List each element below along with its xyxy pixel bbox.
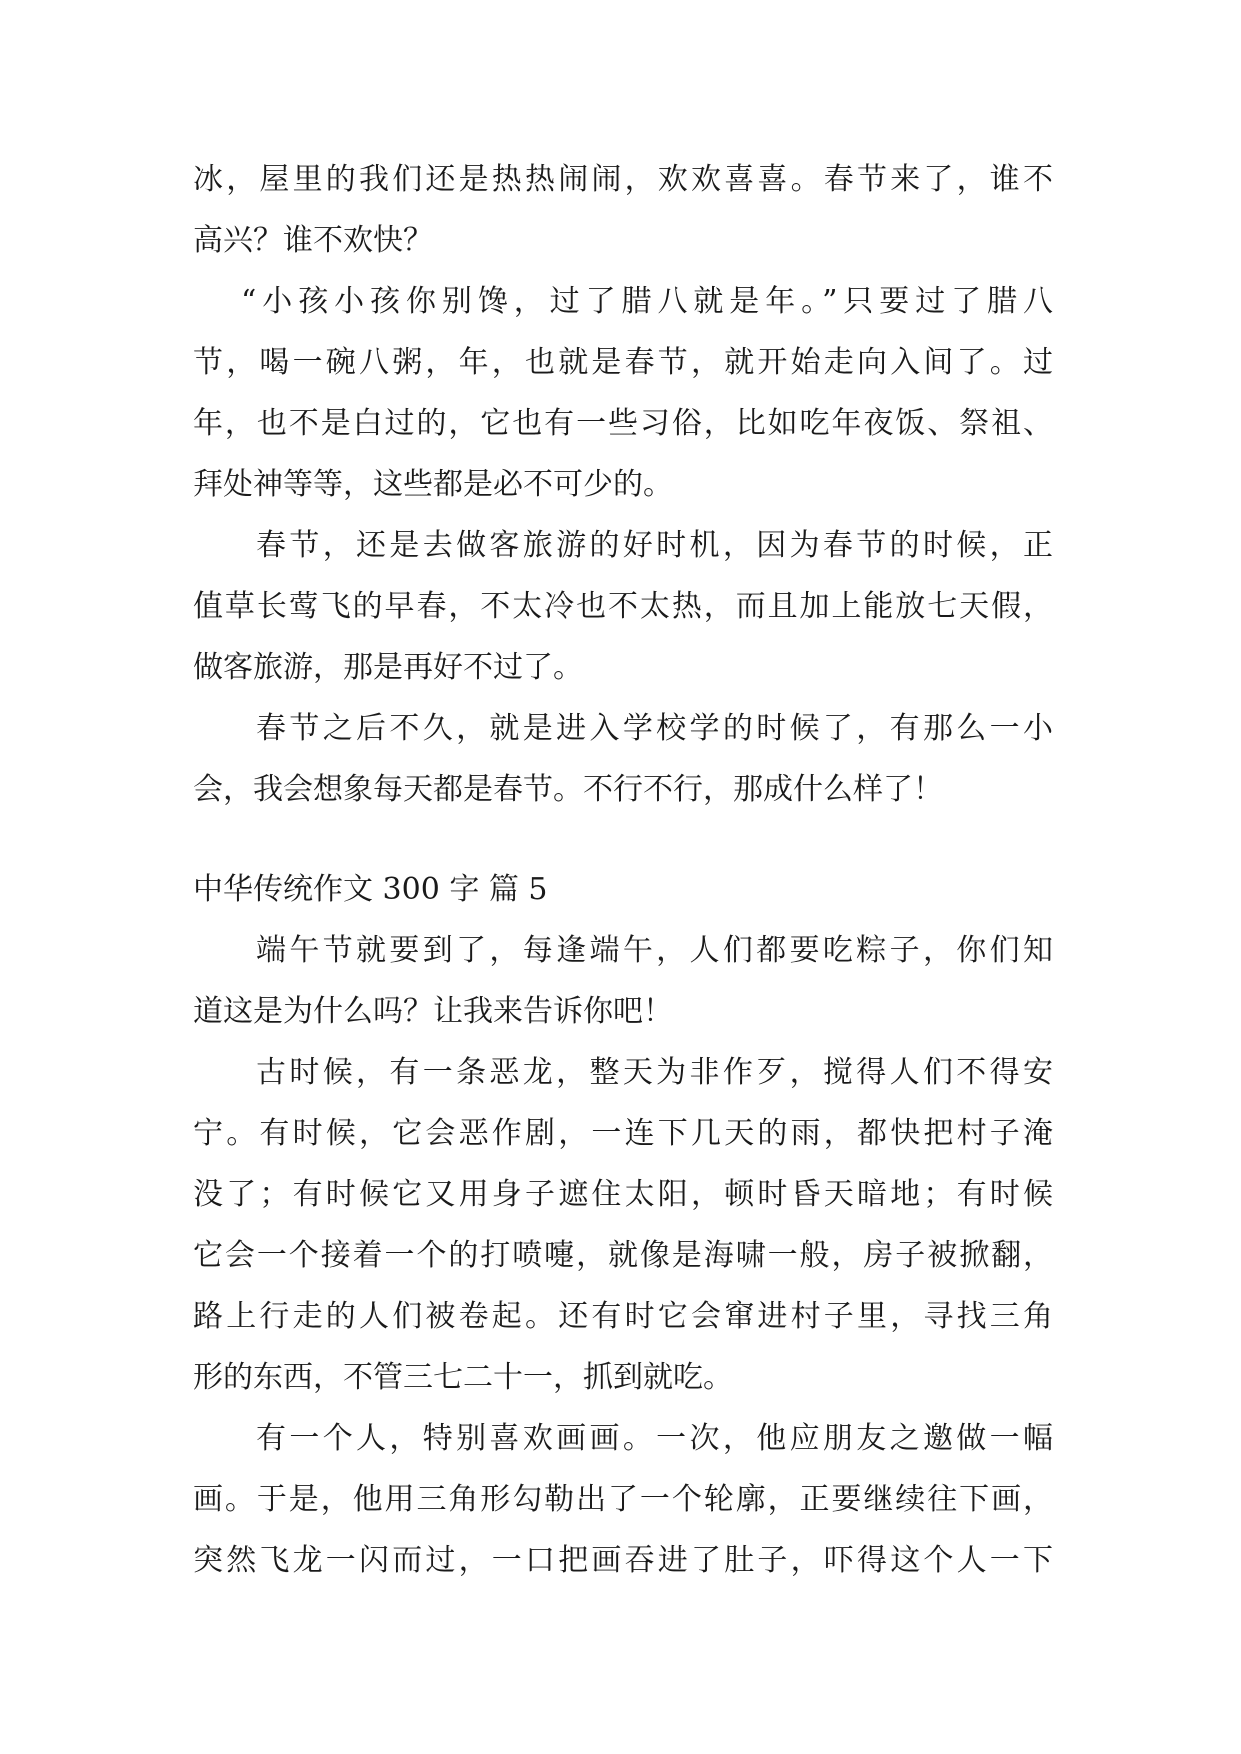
paragraph-line: “小孩小孩你别馋，过了腊八就是年。”只要过了腊八: [241, 284, 1053, 319]
paragraph-line: 路上行走的人们被卷起。还有时它会窜进村子里，寻找三角: [193, 1299, 1053, 1334]
paragraph-line: 端午节就要到了，每逢端午，人们都要吃粽子，你们知: [256, 933, 1053, 968]
paragraph-line: 春节之后不久，就是进入学校学的时候了，有那么一小: [256, 711, 1053, 746]
paragraph-line: 突然飞龙一闪而过，一口把画吞进了肚子，吓得这个人一下: [193, 1543, 1053, 1578]
paragraph-line: 画。于是，他用三角形勾勒出了一个轮廓，正要继续往下画，: [193, 1482, 1053, 1517]
paragraph-line: 形的东西，不管三七二十一，抓到就吃。: [193, 1360, 733, 1395]
paragraph-line: 冰，屋里的我们还是热热闹闹，欢欢喜喜。春节来了，谁不: [193, 162, 1053, 197]
paragraph-line: 值草长莺飞的早春，不太冷也不太热，而且加上能放七天假，: [193, 589, 1053, 624]
paragraph-line: 节，喝一碗八粥，年，也就是春节，就开始走向入间了。过: [193, 345, 1053, 380]
paragraph-line: 没了；有时候它又用身子遮住太阳，顿时昏天暗地；有时候: [193, 1177, 1053, 1212]
paragraph-line: 宁。有时候，它会恶作剧，一连下几天的雨，都快把村子淹: [193, 1116, 1053, 1151]
paragraph-line: 拜处神等等，这些都是必不可少的。: [193, 467, 673, 502]
paragraph-line: 它会一个接着一个的打喷嚏，就像是海啸一般，房子被掀翻，: [193, 1238, 1053, 1273]
paragraph-line: 年，也不是白过的，它也有一些习俗，比如吃年夜饭、祭祖、: [193, 406, 1053, 441]
paragraph-line: 做客旅游，那是再好不过了。: [193, 650, 583, 685]
paragraph-line: 高兴？谁不欢快？: [193, 223, 433, 258]
paragraph-line: 古时候，有一条恶龙，整天为非作歹，搅得人们不得安: [256, 1055, 1053, 1090]
paragraph-line: 有一个人，特别喜欢画画。一次，他应朋友之邀做一幅: [256, 1421, 1053, 1456]
paragraph-line: 春节，还是去做客旅游的好时机，因为春节的时候，正: [256, 528, 1053, 563]
section-heading: 中华传统作文 300 字 篇 5: [193, 872, 548, 907]
paragraph-line: 道这是为什么吗？让我来告诉你吧！: [193, 994, 673, 1029]
paragraph-line: 会，我会想象每天都是春节。不行不行，那成什么样了！: [193, 772, 943, 807]
